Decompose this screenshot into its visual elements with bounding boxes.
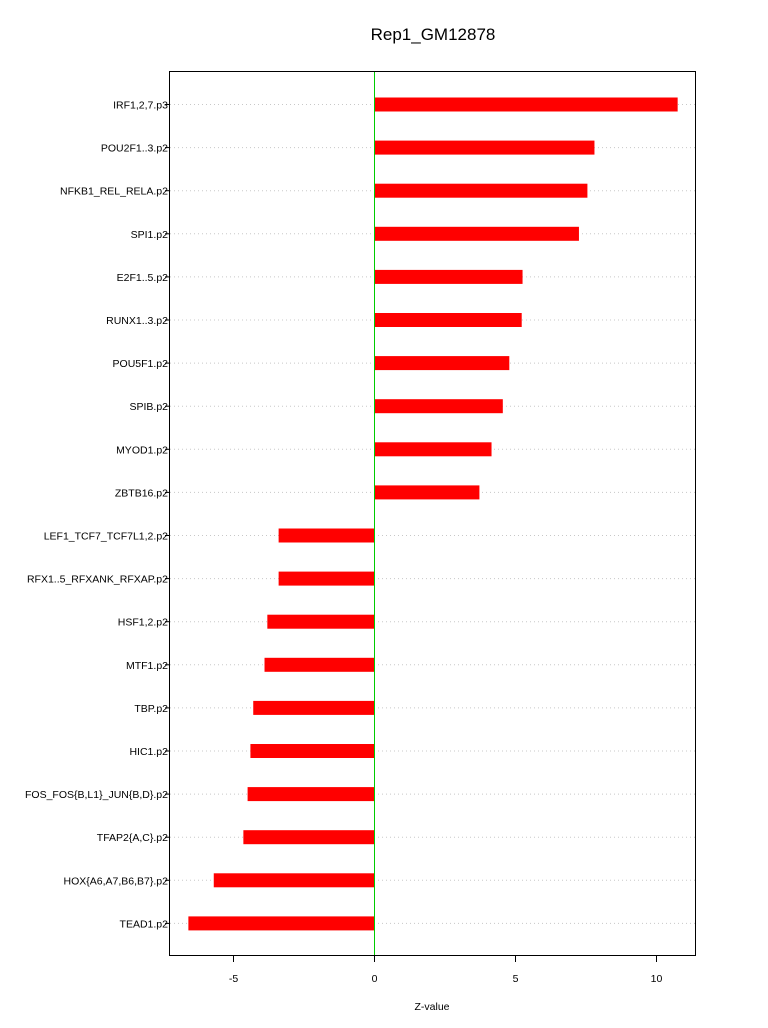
category-label: TFAP2{A,C}.p2 <box>96 832 168 845</box>
bar <box>375 227 579 241</box>
category-label: HOX{A6,A7,B6,B7}.p2 <box>63 875 168 888</box>
category-label: HIC1.p2 <box>129 746 168 758</box>
bar <box>243 830 374 844</box>
bars <box>188 98 677 931</box>
category-label: POU2F1..3.p2 <box>100 142 168 155</box>
bar <box>375 98 678 112</box>
bar <box>375 184 588 198</box>
x-axis <box>229 955 663 985</box>
x-tick-label: 10 <box>650 973 663 985</box>
category-labels <box>25 100 170 931</box>
x-tick-label: 0 <box>371 973 378 985</box>
category-label: LEF1_TCF7_TCF7L1,2.p2 <box>43 530 168 543</box>
category-label: MYOD1.p2 <box>116 444 168 457</box>
category-label: RUNX1..3.p2 <box>106 315 168 327</box>
bar <box>375 485 480 499</box>
plot-frame <box>170 72 696 956</box>
bar <box>375 399 503 413</box>
chart-title: Rep1_GM12878 <box>370 25 496 44</box>
bar <box>375 313 522 327</box>
bar <box>279 529 375 543</box>
bar <box>188 916 374 930</box>
x-tick-label: -5 <box>228 973 239 985</box>
bar <box>375 442 492 456</box>
category-label: TEAD1.p2 <box>119 918 168 931</box>
bar <box>265 658 375 672</box>
bar <box>375 356 510 370</box>
bar <box>248 787 375 801</box>
category-label: IRF1,2,7.p3 <box>113 99 168 112</box>
category-label: E2F1..5.p2 <box>116 271 168 284</box>
category-label: HSF1,2.p2 <box>117 616 168 629</box>
category-label: MTF1.p2 <box>125 659 168 672</box>
category-label: SPI1.p2 <box>130 228 168 241</box>
category-label: POU5F1.p2 <box>112 358 168 371</box>
bar <box>375 141 595 155</box>
category-label: ZBTB16.p2 <box>114 487 168 500</box>
bar <box>253 701 374 715</box>
category-label: SPIB.p2 <box>129 401 168 414</box>
bar <box>214 873 375 887</box>
category-label: RFX1..5_RFXANK_RFXAP.p2 <box>26 573 168 586</box>
bar <box>279 572 375 586</box>
category-label: NFKB1_REL_RELA.p2 <box>60 185 168 198</box>
category-label: FOS_FOS{B,L1}_JUN{B,D}.p2 <box>25 789 168 802</box>
bar <box>250 744 374 758</box>
bar <box>267 615 374 629</box>
x-axis-label: Z-value <box>414 1001 450 1013</box>
category-label: TBP.p2 <box>134 702 168 715</box>
x-tick-label: 5 <box>512 973 519 985</box>
bar <box>375 270 523 284</box>
